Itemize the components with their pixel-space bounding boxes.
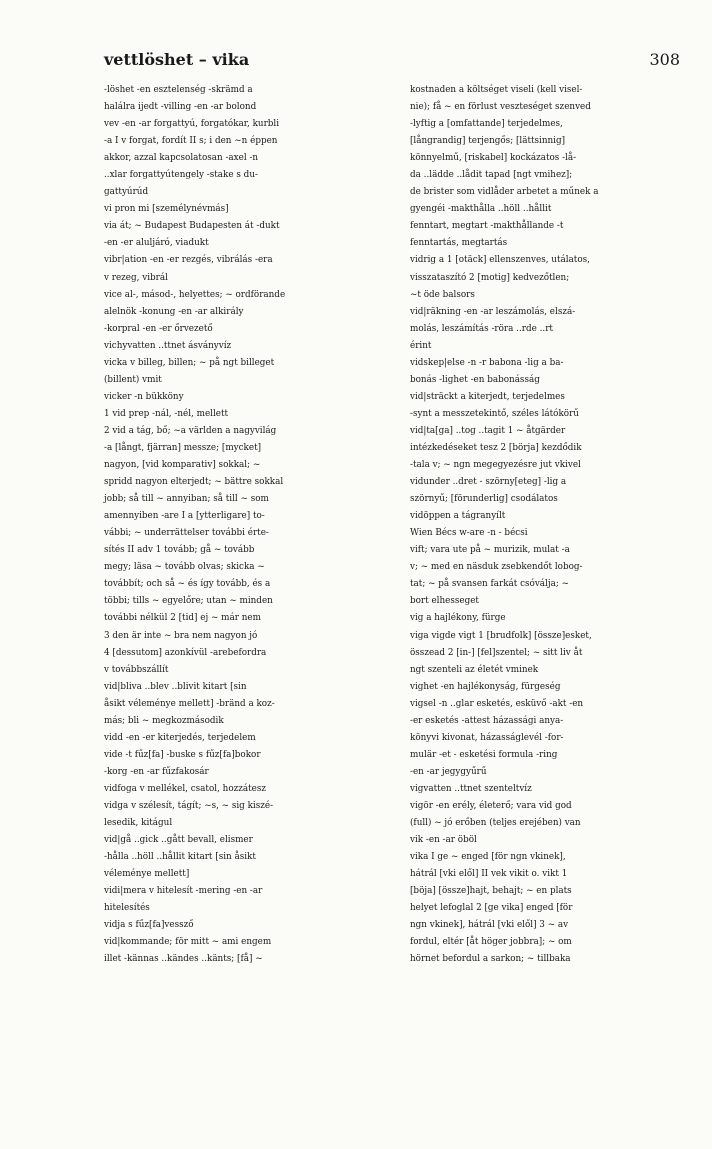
entry-line: 2 vid a tág, bő; ~a världen a nagyvilág <box>104 425 277 436</box>
entry-line: molás, leszámítás -röra ..rde ..rt <box>410 323 553 334</box>
entry-line: nie); få ~ en förlust veszteséget szenved <box>410 102 591 113</box>
entry-line: szörnyű; [förunderlig] csodálatos <box>410 494 558 505</box>
entry-line: vika I ge ~ enged [för ngn vkinek], <box>410 852 566 863</box>
entry-line: v továbbszállít <box>104 664 169 675</box>
entry-line: kostnaden a költséget viseli (kell visel- <box>410 85 583 95</box>
dictionary-entry <box>410 304 686 355</box>
entry-line: -a [långt, fjärran] messze; [mycket] <box>104 442 262 453</box>
entry-line: vice al-, másod-, helyettes; ~ ordförande <box>104 289 286 300</box>
dictionary-entry <box>410 389 686 423</box>
dictionary-entry <box>410 542 686 610</box>
dictionary-entry <box>410 781 686 798</box>
entry-line: lesedik, kitágul <box>104 818 173 829</box>
dictionary-entry <box>104 201 380 218</box>
entry-line: vichyvatten ..ttnet ásványvíz <box>104 340 232 351</box>
entry-line: via át; ~ Budapest Budapesten át -dukt <box>104 221 280 232</box>
entry-line: -a I v forgat, fordít II s; i den ~n éppen <box>104 136 278 147</box>
entry-line: intézkedéseket tesz 2 [börja] kezdődik <box>410 442 582 453</box>
entry-line: [böja] [össze]hajt, behajt; ~ en plats <box>410 886 572 897</box>
entry-line: vid|räkning -en -ar leszámolás, elszá- <box>410 306 576 317</box>
right-column <box>410 82 686 968</box>
entry-line: sítés II adv 1 tovább; gå ~ tovább <box>104 545 255 556</box>
dictionary-entry <box>410 355 686 389</box>
entry-line: jobb; så till ~ annyiban; så till ~ som <box>104 494 269 505</box>
entry-line: vidunder ..dret - szörny[eteg] -lig a <box>410 477 567 488</box>
left-column <box>104 82 380 968</box>
dictionary-entry <box>410 628 686 679</box>
entry-line: hitelesítés <box>104 903 150 914</box>
entry-line: vi pron mi [személynévmás] <box>104 204 229 215</box>
entry-line: -korg -en -ar fűzfakosár <box>104 766 209 777</box>
entry-line: nagyon, [vid komparativ] sokkal; ~ <box>104 460 261 471</box>
entry-line: fenntart, megtart -makthållande -t <box>410 221 564 232</box>
entry-line: ~t öde balsors <box>410 289 475 300</box>
entry-line: vicka v billeg, billen; ~ på ngt billeget <box>104 357 275 368</box>
dictionary-entry <box>410 849 686 968</box>
dictionary-entry <box>410 82 686 252</box>
entry-line: bort elhesseget <box>410 596 479 607</box>
dictionary-entry <box>104 252 380 286</box>
dictionary-entry <box>104 781 380 798</box>
dictionary-entry <box>410 508 686 525</box>
entry-line: vik -en -ar öböl <box>410 835 477 846</box>
entry-line: illet -kännas ..kändes ..känts; [få] ~ <box>104 954 263 965</box>
entry-line: vidrig a 1 [otäck] ellenszenves, utálatos, <box>410 255 590 266</box>
entry-line: bonás -lighet -en babonásság <box>410 374 540 385</box>
entry-line: (full) ~ jó erőben (teljes erejében) van <box>410 818 581 829</box>
dictionary-entry <box>104 116 380 201</box>
dictionary-entry <box>104 917 380 934</box>
entry-line: könyvi kivonat, házasságlevél -for- <box>410 732 564 743</box>
entry-line: vábbi; ~ underrättelser további érte- <box>104 528 269 539</box>
entry-line: -en -er aluljáró, viadukt <box>104 238 209 249</box>
entry-line: ngt szenteli az életét vminek <box>410 664 539 675</box>
dictionary-entry <box>410 696 686 781</box>
entry-line: összead 2 [in-] [fel]szentel; ~ sitt liv åt <box>410 647 583 658</box>
entry-line: v; ~ med en näsduk zsebkendőt lobog- <box>410 562 583 573</box>
entry-line: könnyelmű, [riskabel] kockázatos -lå- <box>410 153 577 164</box>
dictionary-entry <box>410 679 686 696</box>
entry-line: vide -t fűz[fa] -buske s fűz[fa]bokor <box>104 749 261 760</box>
dictionary-entry <box>410 474 686 508</box>
page-header <box>104 50 680 72</box>
dictionary-entry <box>104 287 380 338</box>
entry-line: v rezeg, vibrál <box>104 272 168 283</box>
entry-line: mulär -et - esketési formula -ring <box>410 749 558 760</box>
entry-line: fordul, eltér [åt höger jobbra]; ~ om <box>410 937 572 948</box>
entry-line: hörnet befordul a sarkon; ~ tillbaka <box>410 954 571 965</box>
entry-line: vigvatten ..ttnet szenteltvíz <box>410 783 532 794</box>
entry-line: spridd nagyon elterjedt; ~ bättre sokkal <box>104 477 284 488</box>
entry-line: vid|ta[ga] ..tog ..tagit 1 ~ åtgärder <box>410 425 566 436</box>
entry-line: hátrál [vki elől] II vek vikit o. vikt 1 <box>410 869 568 880</box>
entry-line: visszataszító 2 [motig] kedvezőtlen; <box>410 272 570 283</box>
entry-line: -er esketés -attest házassági anya- <box>410 715 564 726</box>
dictionary-entry <box>410 525 686 542</box>
entry-line: vid|bliva ..blev ..blivit kitart [sin <box>104 681 247 692</box>
entry-line: vigsel -n ..glar esketés, esküvő -akt -en <box>410 698 584 709</box>
entry-line: továbbít; och så ~ és így tovább, és a <box>104 579 271 590</box>
entry-line: vid|kommande; för mitt ~ ami engem <box>104 937 272 948</box>
entry-line: akkor, azzal kapcsolatosan -axel -n <box>104 153 259 164</box>
entry-line: vicker -n bükköny <box>104 391 184 402</box>
dictionary-entry <box>104 406 380 423</box>
dictionary-entry <box>104 338 380 355</box>
entry-line: gyengéi -makthålla ..höll ..hållit <box>410 204 552 215</box>
entry-line: gattyúrúd <box>104 187 149 198</box>
entry-line: érint <box>410 340 432 351</box>
dictionary-entry <box>104 730 380 747</box>
entry-line: vev -en -ar forgattyú, forgatókar, kurbli <box>104 119 280 130</box>
entry-line: -löshet -en esztelenség -skrämd a <box>104 85 253 95</box>
entry-line: vidöppen a tágranyílt <box>410 511 506 522</box>
entry-line: vid|gå ..gick ..gått bevall, elismer <box>104 835 253 846</box>
entry-line: vidja s fűz[fa]vessző <box>104 920 194 931</box>
entry-line: alelnök -konung -en -ar alkirály <box>104 306 244 317</box>
entry-line: Wien Bécs w-are -n - bécsi <box>410 528 528 539</box>
entry-line: vidskep|else -n -r babona -lig a ba- <box>410 357 564 368</box>
entry-line: helyet lefoglal 2 [ge vika] enged [för <box>410 903 573 914</box>
entry-line: -hålla ..höll ..hållit kitart [sin åsikt <box>104 852 256 863</box>
running-head: vettlöshet – vika <box>104 50 250 69</box>
dictionary-entry <box>104 82 380 116</box>
entry-line: -lyftig a [omfattande] terjedelmes, <box>410 119 563 130</box>
entry-line: (billent) vmit <box>104 374 162 385</box>
entry-line: vibr|ation -en -er rezgés, vibrálás -era <box>104 255 273 266</box>
dictionary-entry <box>410 798 686 832</box>
dictionary-entry <box>104 679 380 730</box>
entry-line: vid|sträckt a kiterjedt, terjedelmes <box>410 391 565 402</box>
entry-line: -synt a messzetekintő, széles látókörű <box>410 408 579 419</box>
entry-line: megy; läsa ~ tovább olvas; skicka ~ <box>104 562 265 573</box>
dictionary-entry <box>410 610 686 627</box>
entry-line: da ..lädde ..lådit tapad [ngt vmihez]; <box>410 170 573 181</box>
dictionary-entry <box>104 355 380 389</box>
entry-line: vidd -en -er kiterjedés, terjedelem <box>104 732 256 743</box>
entry-line: åsikt véleménye mellett] -bränd a koz- <box>104 698 275 709</box>
dictionary-entry <box>104 218 380 252</box>
entry-line: 1 vid prep -nál, -nél, mellett <box>104 408 229 419</box>
dictionary-entry <box>104 423 380 679</box>
entry-line: vidga v szélesít, tágít; ~s, ~ sig kiszé- <box>104 800 274 811</box>
entry-line: 4 [dessutom] azonkívül -arebefordra <box>104 647 267 658</box>
entry-line: ngn vkinek], hátrál [vki elől] 3 ~ av <box>410 920 569 931</box>
entry-line: vigör -en erély, életerő; vara vid god <box>410 800 572 811</box>
dictionary-entry <box>104 832 380 883</box>
entry-line: amennyiben -are I a [ytterligare] to- <box>104 511 265 522</box>
page-number: 308 <box>649 50 680 69</box>
entry-line: [långrandig] terjengős; [lättsinnig] <box>410 136 566 147</box>
entry-line: véleménye mellett] <box>104 869 190 880</box>
entry-line: további nélkül 2 [tid] ej ~ már nem <box>104 613 261 624</box>
entry-line: vighet -en hajlékonyság, fürgeség <box>410 681 561 692</box>
entry-line: tat; ~ på svansen farkát csóválja; ~ <box>410 579 569 590</box>
dictionary-entry <box>104 934 380 968</box>
entry-line: de brister som vidlåder arbetet a műnek a <box>410 187 599 198</box>
entry-line: vift; vara ute på ~ murizik, mulat -a <box>410 545 570 556</box>
dictionary-entry <box>410 832 686 849</box>
entry-line: ..xlar forgattyútengely -stake s du- <box>104 170 258 181</box>
entry-line: vig a hajlékony, fürge <box>410 613 506 624</box>
dictionary-entry <box>410 252 686 303</box>
dictionary-entry <box>104 883 380 917</box>
dictionary-entry <box>410 423 686 474</box>
entry-line: -tala v; ~ ngn megegyezésre jut vkivel <box>410 460 581 471</box>
entry-line: más; bli ~ megkozmásodik <box>104 715 224 726</box>
dictionary-entry <box>104 747 380 781</box>
entry-line: többi; tills ~ egyelőre; utan ~ minden <box>104 596 273 607</box>
entry-line: -korpral -en -er őrvezető <box>104 323 213 334</box>
entry-line: fenntartás, megtartás <box>410 238 508 249</box>
entry-line: 3 den är inte ~ bra nem nagyon jó <box>104 630 258 641</box>
entry-line: vidi|mera v hitelesít -mering -en -ar <box>104 886 263 897</box>
entry-line: halálra ijedt -villing -en -ar bolond <box>104 102 257 113</box>
dictionary-entry <box>104 389 380 406</box>
entry-line: vidfoga v mellékel, csatol, hozzátesz <box>104 783 267 794</box>
entry-line: viga vigde vigt 1 [brudfolk] [össze]esket, <box>410 630 592 641</box>
entry-line: -en -ar jegygyűrű <box>410 766 487 777</box>
dictionary-entry <box>104 798 380 832</box>
